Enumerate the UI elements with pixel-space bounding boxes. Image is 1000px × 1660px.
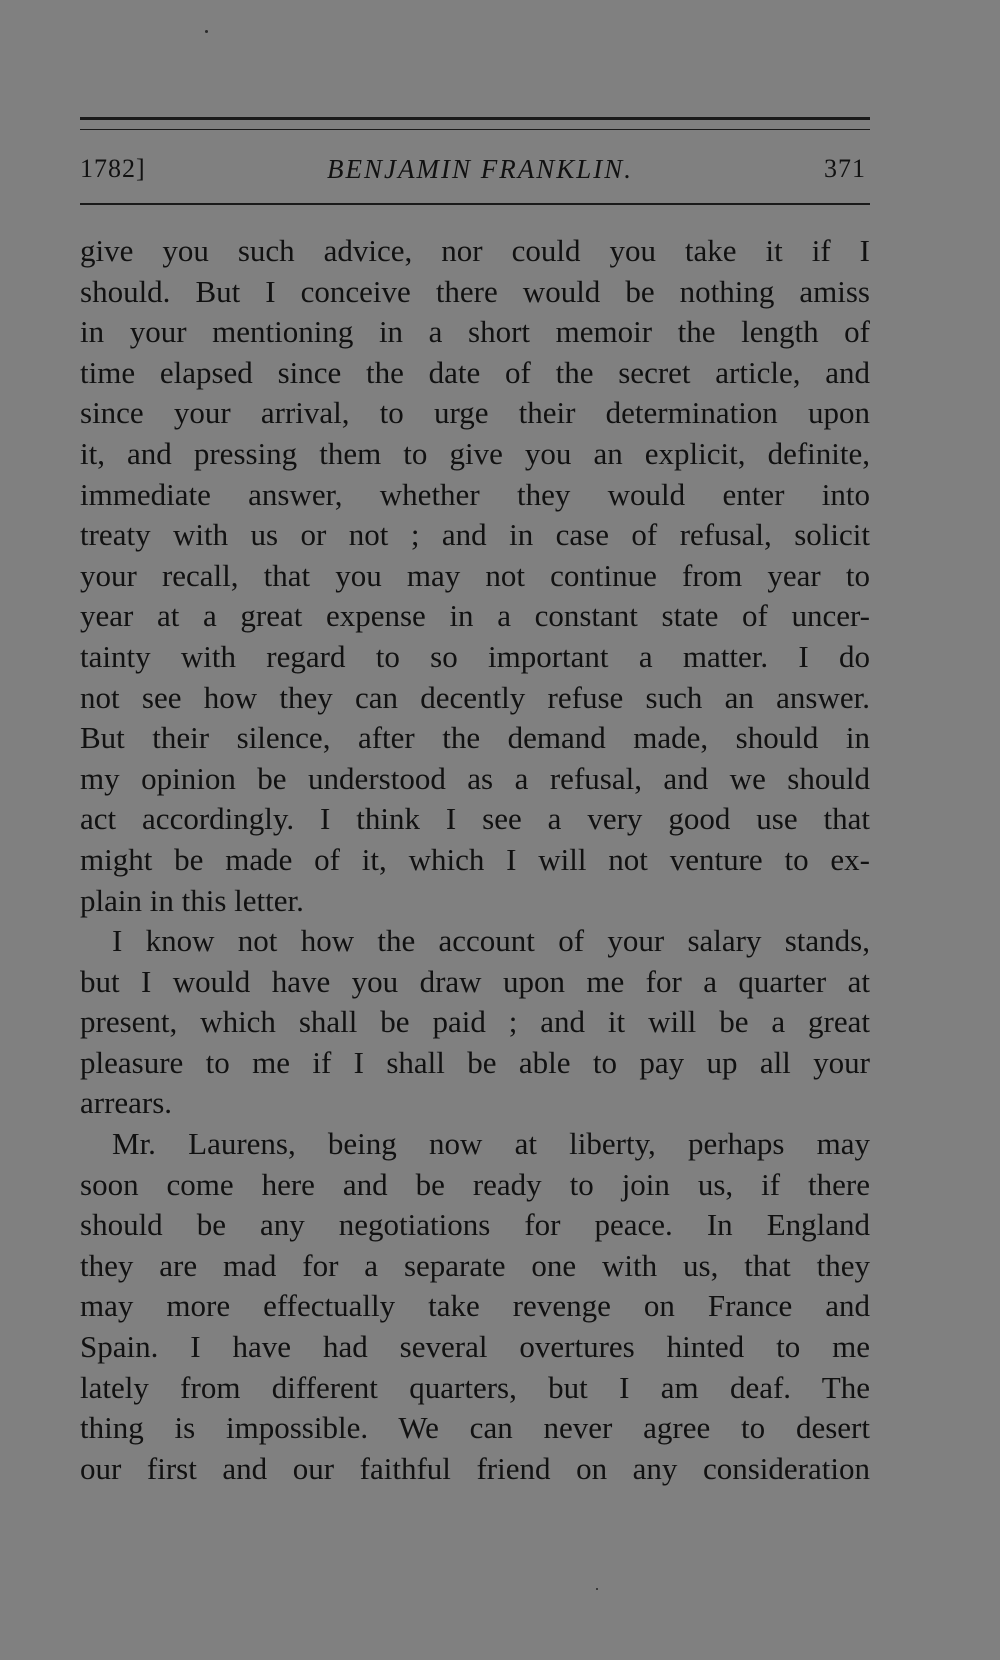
text-line: they are mad for a separate one with us, that they [80,1247,870,1283]
text-line: present, which shall be paid ; and it will be a great [80,1004,870,1040]
text-line: my opinion be understood as a refusal, and we should [80,760,870,796]
text-line: soon come here and be ready to join us, if there [80,1166,870,1202]
text-line: tainty with regard to so important a matter. I do [80,638,870,674]
top-rule-thin [80,129,870,130]
text-line: give you such advice, nor could you take it if I [80,233,870,268]
text-line: treaty with us or not ; and in case of refusal, solicit [80,517,870,553]
text-line: Spain. I have had several overtures hinted to me [80,1329,870,1365]
header-rule [80,203,870,205]
text-line: pleasure to me if I shall be able to pay up all your [80,1044,870,1080]
text-line: should be any negotiations for peace. In England [80,1207,870,1243]
text-line: it, and pressing them to give you an explicit, definite, [80,435,870,471]
running-head [80,150,870,190]
text-line: But their silence, after the demand made, should in [80,720,870,756]
page-number: 371 [824,154,866,183]
text-line: immediate answer, whether they would enter into [80,476,870,512]
text-line: year at a great expense in a constant state of uncer- [80,598,870,634]
top-rule-thick [80,117,870,120]
text-line-paragraph-start: Mr. Laurens, being now at liberty, perhaps may [112,1126,870,1162]
body-text [80,231,870,1489]
text-line: should. But I conceive there would be nothing amiss [80,273,870,309]
text-line: lately from different quarters, but I am deaf. The [80,1369,870,1405]
text-line-paragraph-start: I know not how the account of your salary stands, [112,923,870,959]
text-line-paragraph-end: arrears. [80,1085,173,1121]
text-line: might be made of it, which I will not venture to ex- [80,841,870,877]
text-line: since your arrival, to urge their determination upon [80,395,870,431]
text-line: in your mentioning in a short memoir the length of [80,314,870,350]
paper-speck [205,30,208,33]
running-head-year: 1782] [80,154,146,183]
text-line: may more effectually take revenge on France and [80,1288,870,1324]
text-line: but I would have you draw upon me for a quarter at [80,963,870,999]
text-line: time elapsed since the date of the secret article, and [80,354,870,390]
text-line-paragraph-end: plain in this letter. [80,882,304,918]
text-line: not see how they can decently refuse such an answer. [80,679,870,715]
text-line: our first and our faithful friend on any consideration [80,1450,870,1486]
paper-speck [596,1588,598,1590]
text-line: thing is impossible. We can never agree to desert [80,1410,870,1446]
text-line: act accordingly. I think I see a very good use that [80,801,870,837]
running-head-title: BENJAMIN FRANKLIN. [327,154,633,184]
text-line: your recall, that you may not continue from year to [80,557,870,593]
